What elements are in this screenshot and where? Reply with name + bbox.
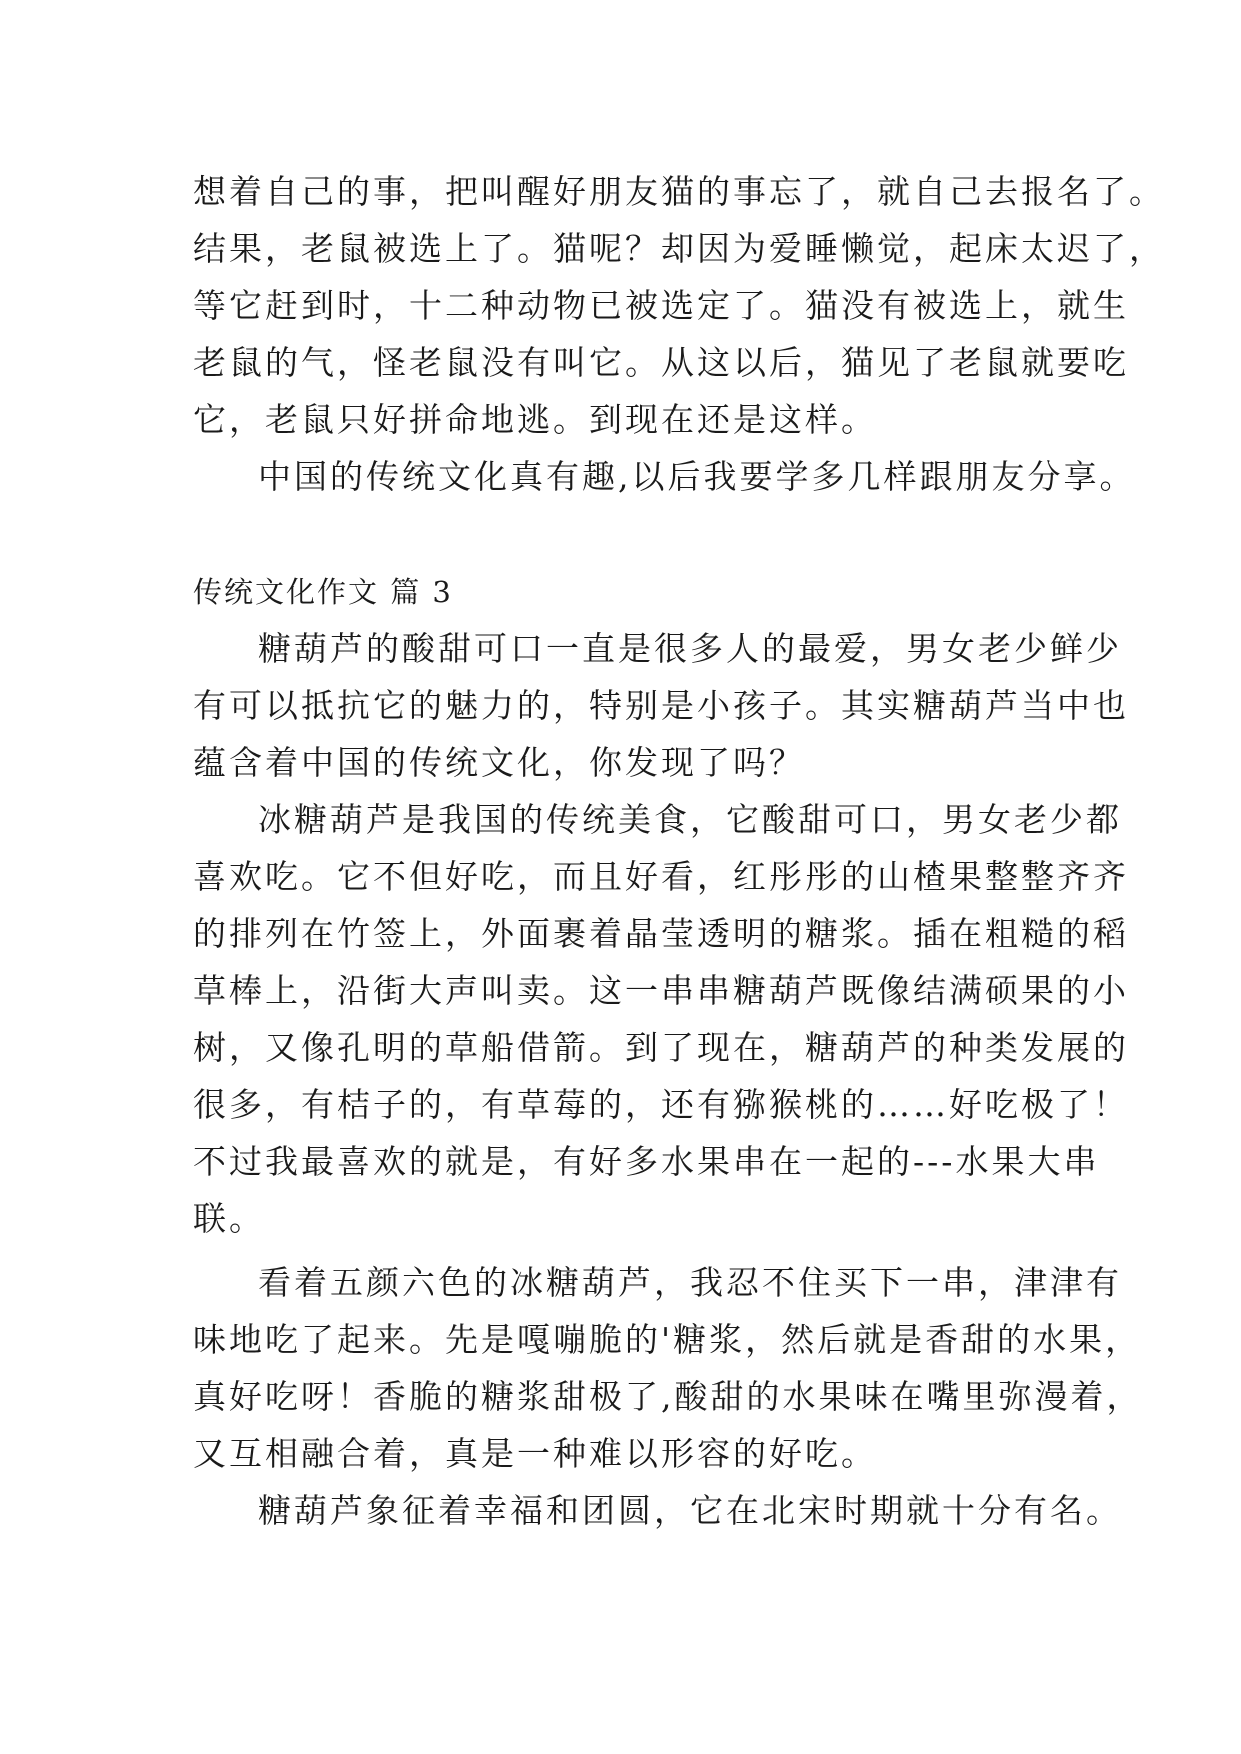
paragraph-line: 糖葫芦象征着幸福和团圆，它在北宋时期就十分有名。 [258,1491,1122,1530]
paragraph-line: 中国的传统文化真有趣,以后我要学多几样跟朋友分享。 [258,457,1136,496]
paragraph-line: 真好吃呀！香脆的糖浆甜极了,酸甜的水果味在嘴里弥漫着， [193,1377,1143,1416]
paragraph-line: 又互相融合着，真是一种难以形容的好吃。 [193,1434,877,1473]
paragraph-line: 蕴含着中国的传统文化，你发现了吗？ [193,743,805,782]
paragraph-line: 糖葫芦的酸甜可口一直是很多人的最爱，男女老少鲜少 [258,629,1122,668]
paragraph-line: 联。 [193,1199,265,1238]
section-heading: 传统文化作文 篇 3 [193,575,453,609]
paragraph-line: 冰糖葫芦是我国的传统美食，它酸甜可口，男女老少都 [258,800,1122,839]
paragraph-line: 树，又像孔明的草船借箭。到了现在，糖葫芦的种类发展的 [193,1028,1129,1067]
paragraph-line: 看着五颜六色的冰糖葫芦，我忍不住买下一串，津津有 [258,1263,1122,1302]
paragraph-line: 的排列在竹签上，外面裹着晶莹透明的糖浆。插在粗糙的稻 [193,914,1129,953]
paragraph-line: 结果，老鼠被选上了。猫呢？却因为爱睡懒觉，起床太迟了， [193,229,1165,268]
paragraph-line: 很多，有桔子的，有草莓的，还有猕猴桃的……好吃极了！ [193,1085,1129,1124]
paragraph-line: 等它赶到时，十二种动物已被选定了。猫没有被选上，就生 [193,286,1129,325]
paragraph-line: 味地吃了起来。先是嘎嘣脆的'糖浆，然后就是香甜的水果， [193,1320,1142,1359]
paragraph-line: 喜欢吃。它不但好吃，而且好看，红彤彤的山楂果整整齐齐 [193,857,1129,896]
paragraph-line: 不过我最喜欢的就是，有好多水果串在一起的---水果大串 [193,1142,1100,1181]
paragraph-line: 想着自己的事，把叫醒好朋友猫的事忘了，就自己去报名了。 [193,172,1165,211]
paragraph-line: 它，老鼠只好拼命地逃。到现在还是这样。 [193,400,877,439]
paragraph-line: 有可以抵抗它的魅力的，特别是小孩子。其实糖葫芦当中也 [193,686,1129,725]
paragraph-line: 草棒上，沿街大声叫卖。这一串串糖葫芦既像结满硕果的小 [193,971,1129,1010]
paragraph-line: 老鼠的气，怪老鼠没有叫它。从这以后，猫见了老鼠就要吃 [193,343,1129,382]
